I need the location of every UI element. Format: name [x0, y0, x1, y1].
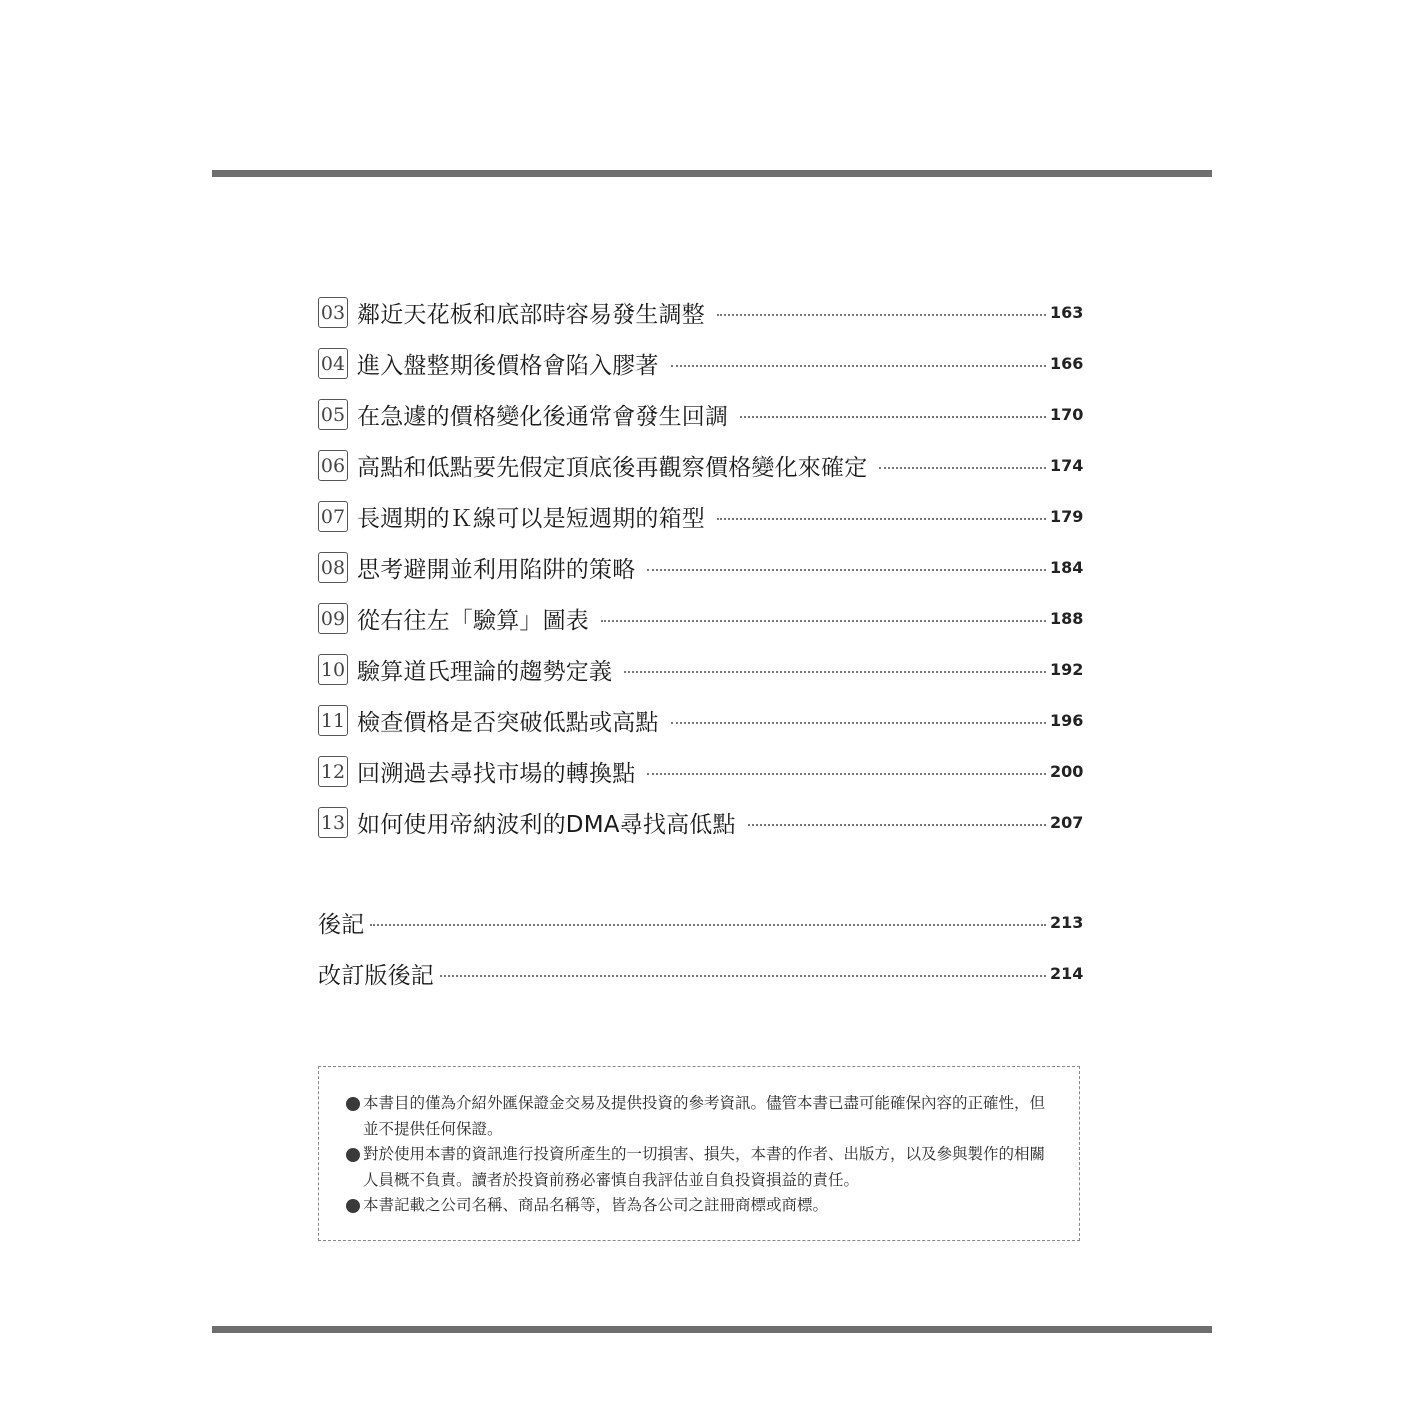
dotted-leader	[624, 671, 1046, 673]
afterword-section	[318, 904, 1084, 1006]
toc-entry[interactable]	[318, 396, 1084, 433]
toc-entry[interactable]	[318, 549, 1084, 586]
bullet-icon	[346, 1097, 360, 1111]
dotted-leader	[671, 722, 1046, 724]
section-title: 高點和低點要先假定頂底後再觀察價格變化來確定	[357, 455, 868, 481]
page-number: 196	[1050, 711, 1084, 730]
section-title: 長週期的Ｋ線可以是短週期的箱型	[357, 506, 705, 532]
section-number: 03	[318, 297, 348, 328]
page-number: 214	[1050, 964, 1084, 983]
toc-entry[interactable]	[318, 498, 1084, 535]
page-number: 170	[1050, 405, 1084, 424]
section-title: 在急遽的價格變化後通常會發生回調	[357, 404, 729, 430]
dotted-leader	[748, 824, 1046, 826]
page-number: 163	[1050, 303, 1084, 322]
toc-entry[interactable]	[318, 447, 1084, 484]
page-number: 166	[1050, 354, 1084, 373]
toc-entry-revised-afterword[interactable]	[318, 955, 1084, 992]
section-title: 從右往左「驗算」圖表	[357, 608, 589, 634]
section-number: 05	[318, 399, 348, 430]
section-title: 如何使用帝納波利的DMA尋找高低點	[357, 812, 736, 838]
page-number: 207	[1050, 813, 1084, 832]
toc-entry[interactable]	[318, 651, 1084, 688]
disclaimer-text: 對於使用本書的資訊進行投資所產生的一切損害、損失，本書的作者、出版方，以及參與製作的相關人員概不負責。讀者於投資前務必審慎自我評估並自負投資損益的責任。	[363, 1145, 1046, 1189]
page-number: 188	[1050, 609, 1084, 628]
disclaimer-text: 本書記載之公司名稱、商品名稱等，皆為各公司之註冊商標或商標。	[363, 1196, 829, 1214]
page-number: 192	[1050, 660, 1084, 679]
page-number: 213	[1050, 913, 1084, 932]
section-number: 08	[318, 552, 348, 583]
section-number: 12	[318, 756, 348, 787]
bottom-rule	[212, 1326, 1212, 1333]
section-number: 11	[318, 705, 348, 736]
dotted-leader	[647, 569, 1046, 571]
section-title: 回溯過去尋找市場的轉換點	[357, 761, 636, 787]
section-number: 13	[318, 807, 348, 838]
section-title: 鄰近天花板和底部時容易發生調整	[357, 302, 705, 328]
disclaimer-text: 本書目的僅為介紹外匯保證金交易及提供投資的參考資訊。儘管本書已盡可能確保內容的正確性，但並不提供任何保證。	[363, 1094, 1046, 1138]
afterword-title: 後記	[318, 912, 365, 938]
toc-entry[interactable]	[318, 600, 1084, 637]
disclaimer-item	[346, 1091, 1053, 1142]
page-number: 179	[1050, 507, 1084, 526]
table-of-contents	[318, 294, 1084, 855]
section-number: 10	[318, 654, 348, 685]
section-number: 09	[318, 603, 348, 634]
toc-entry[interactable]	[318, 753, 1084, 790]
toc-entry-afterword[interactable]	[318, 904, 1084, 941]
dotted-leader	[671, 365, 1046, 367]
dotted-leader	[717, 518, 1046, 520]
toc-entry[interactable]	[318, 345, 1084, 382]
revised-afterword-title: 改訂版後記	[318, 963, 434, 989]
section-title: 思考避開並利用陷阱的策略	[357, 557, 636, 583]
dotted-leader	[440, 975, 1046, 977]
page-number: 174	[1050, 456, 1084, 475]
disclaimer-item	[346, 1193, 1053, 1219]
disclaimer-box	[318, 1066, 1080, 1241]
dotted-leader	[717, 314, 1046, 316]
section-title: 進入盤整期後價格會陷入膠著	[357, 353, 659, 379]
section-title: 檢查價格是否突破低點或高點	[357, 710, 659, 736]
section-number: 07	[318, 501, 348, 532]
page-number: 200	[1050, 762, 1084, 781]
bullet-icon	[346, 1148, 360, 1162]
section-number: 04	[318, 348, 348, 379]
section-title: 驗算道氏理論的趨勢定義	[357, 659, 613, 685]
dotted-leader	[647, 773, 1046, 775]
toc-entry[interactable]	[318, 702, 1084, 739]
dotted-leader	[879, 467, 1046, 469]
page-number: 184	[1050, 558, 1084, 577]
dotted-leader	[370, 924, 1046, 926]
dotted-leader	[740, 416, 1046, 418]
toc-entry[interactable]	[318, 804, 1084, 841]
section-number: 06	[318, 450, 348, 481]
top-rule	[212, 170, 1212, 177]
disclaimer-item	[346, 1142, 1053, 1193]
dotted-leader	[601, 620, 1046, 622]
toc-entry[interactable]	[318, 294, 1084, 331]
bullet-icon	[346, 1199, 360, 1213]
